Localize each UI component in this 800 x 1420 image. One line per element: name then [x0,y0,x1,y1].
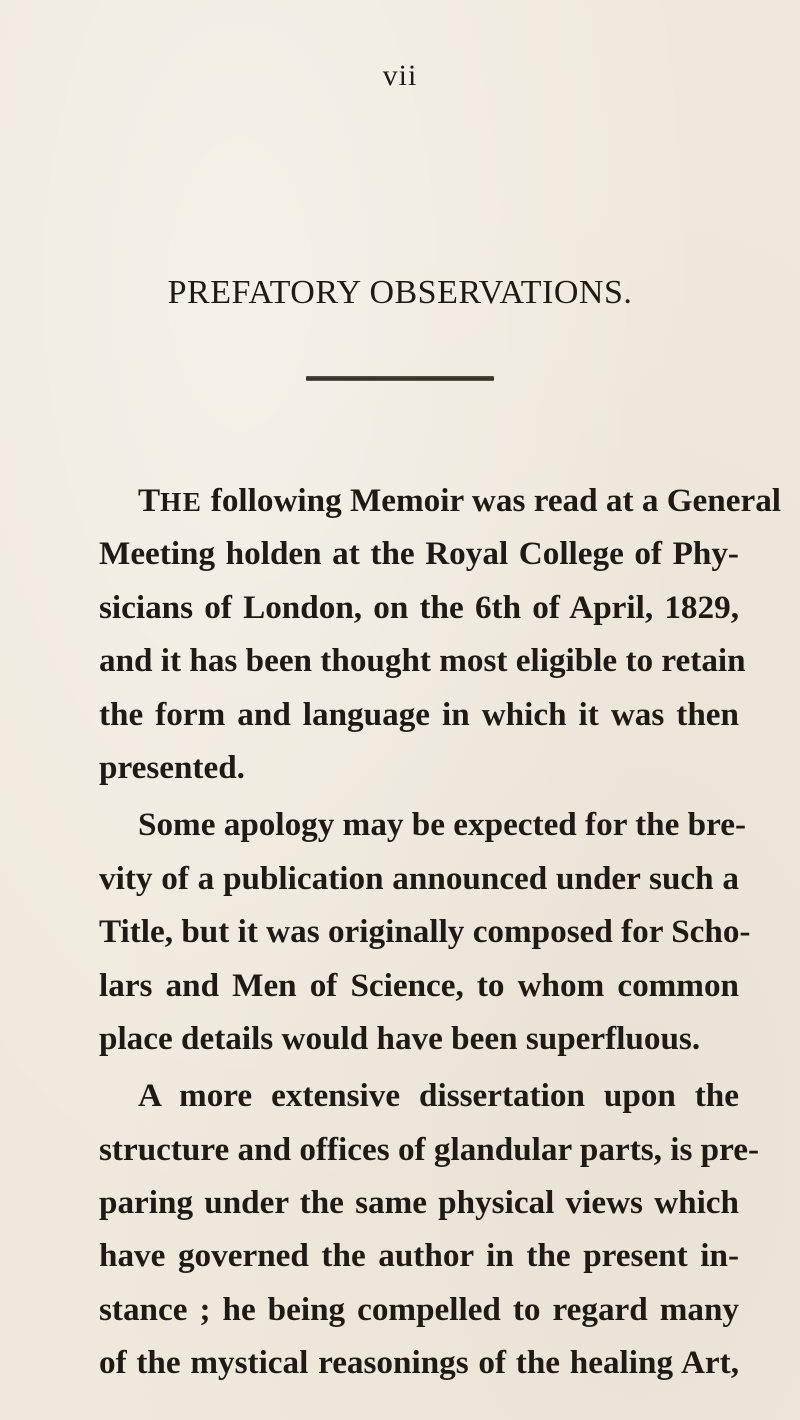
text-line: Some apology may be expected for the bre- [138,806,747,844]
text-line: structure and offices of glandular parts, is pre- [99,1130,760,1168]
text-line: Title, but it was originally composed for Scho- [99,913,751,951]
text-line: the form and language in which it was then [99,695,739,733]
text-line: Meeting holden at the Royal College of Phy- [99,535,739,573]
page-number: vii [382,59,418,92]
text-line [99,474,782,527]
text-line: vity of a publication announced under such a [99,859,739,897]
page-title: PREFATORY OBSERVATIONS. [167,274,633,311]
line-text: following Memoir was read at a General [202,482,782,519]
title-rule [306,376,494,381]
lead-cap: T [138,482,161,519]
text-line: place details would have been superfluous. [99,1019,701,1057]
text-line: have governed the author in the present in- [99,1237,739,1275]
body-text [99,474,782,1390]
text-line: A more extensive dissertation upon the [138,1077,739,1115]
text-line: of the mystical reasonings of the healing Art, [99,1344,739,1382]
paragraph-2 [99,798,751,1065]
paragraph-1 [99,474,782,794]
text-line: presented. [99,748,245,786]
text-line: paring under the same physical views which [99,1184,739,1222]
text-line: sicians of London, on the 6th of April, 1829, [99,588,739,626]
text-line: stance ; he being compelled to regard many [99,1290,739,1328]
lead-small-caps: HE [160,487,203,517]
text-line: and it has been thought most eligible to retain [99,642,746,680]
paragraph-3 [99,1069,760,1389]
text-line: lars and Men of Science, to whom common [99,966,739,1004]
